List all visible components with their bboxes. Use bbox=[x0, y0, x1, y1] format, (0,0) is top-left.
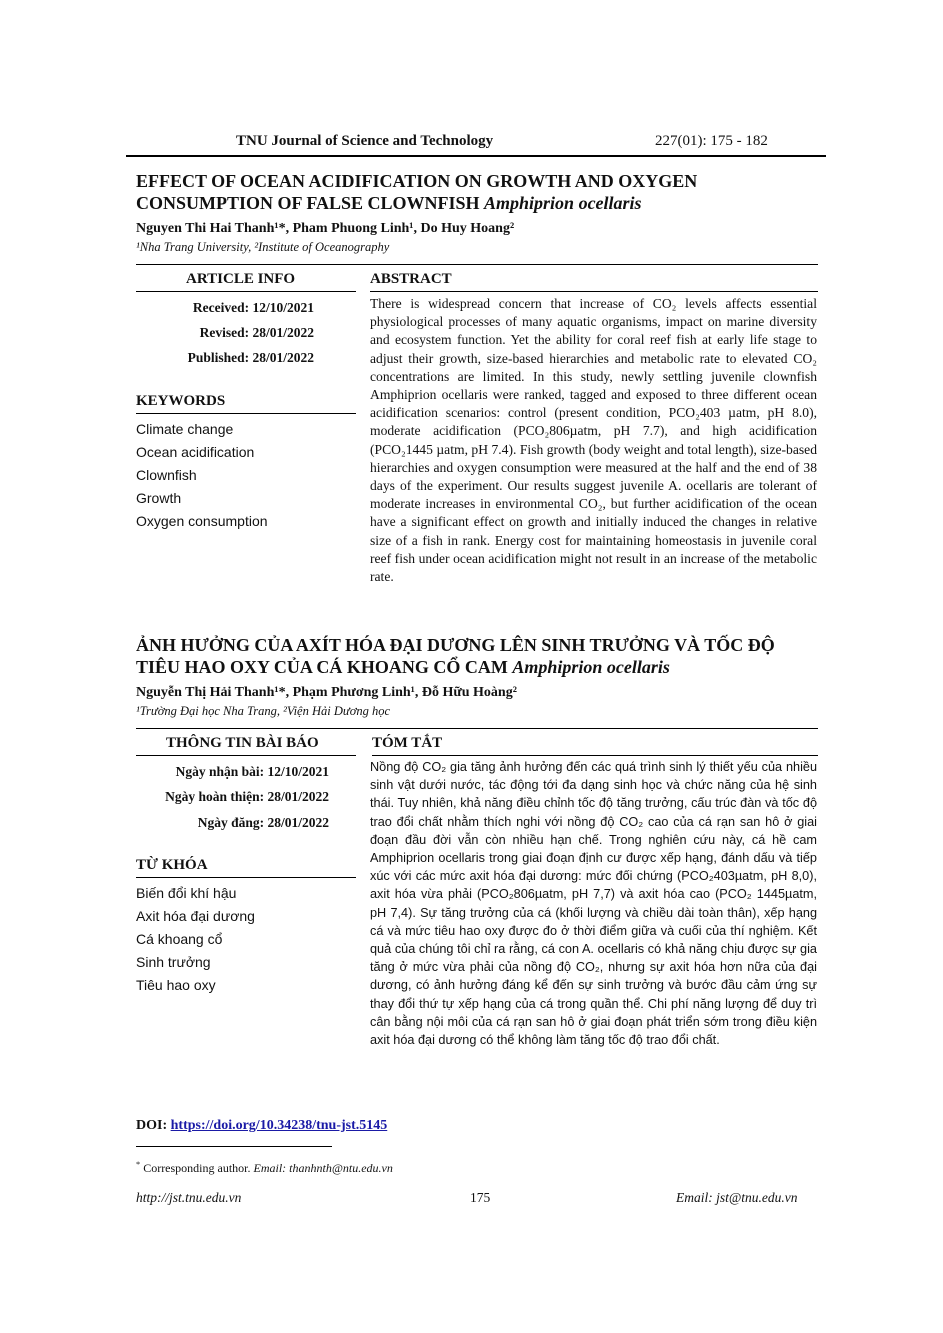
footer-page-number: 175 bbox=[470, 1190, 491, 1205]
english-authors: Nguyen Thi Hai Thanh¹*, Pham Phuong Linh¹, Do Huy Hoang² bbox=[136, 221, 515, 236]
vn-published-date: Ngày đăng: 28/01/2022 bbox=[197, 815, 329, 830]
footer-email[interactable]: Email: jst@tnu.edu.vn bbox=[676, 1190, 798, 1205]
english-title-line1: EFFECT OF OCEAN ACIDIFICATION ON GROWTH AND OXYGEN bbox=[136, 171, 698, 191]
vietnamese-title-species: Amphiprion ocellaris bbox=[512, 657, 670, 677]
vn-keyword-item: Axit hóa đại dương bbox=[136, 908, 255, 924]
vietnamese-authors: Nguyễn Thị Hải Thanh¹*, Phạm Phương Linh¹, Đỗ Hữu Hoàng² bbox=[136, 685, 517, 700]
doi-line bbox=[136, 1118, 387, 1134]
article-info-rule bbox=[136, 291, 356, 292]
footer-url[interactable]: http://jst.tnu.edu.vn bbox=[136, 1190, 242, 1205]
doi-link[interactable]: https://doi.org/10.34238/tnu-jst.5145 bbox=[170, 1118, 388, 1133]
footnote-marker: * bbox=[136, 1160, 141, 1169]
keyword-item: Ocean acidification bbox=[136, 444, 255, 460]
english-title bbox=[136, 170, 826, 214]
received-date: Received: 12/10/2021 bbox=[192, 300, 314, 315]
vn-keyword-item: Cá khoang cổ bbox=[136, 931, 223, 947]
english-title-line2 bbox=[136, 192, 826, 214]
footnote-text: Corresponding author. bbox=[140, 1161, 254, 1175]
article-info-heading: ARTICLE INFO bbox=[186, 271, 296, 287]
vn-abstract-rule bbox=[372, 755, 818, 756]
vietnamese-title-line1: ẢNH HƯỞNG CỦA AXÍT HÓA ĐẠI DƯƠNG LÊN SINH TRƯỞNG VÀ TỐC ĐỘ bbox=[136, 635, 775, 655]
doi-label: DOI: bbox=[136, 1118, 171, 1133]
header-rule bbox=[126, 155, 826, 157]
vn-keywords-rule bbox=[136, 877, 356, 878]
vn-keyword-item: Biến đổi khí hậu bbox=[136, 885, 237, 901]
revised-date: Revised: 28/01/2022 bbox=[199, 325, 314, 340]
published-date: Published: 28/01/2022 bbox=[187, 350, 314, 365]
keyword-item: Clownfish bbox=[136, 467, 197, 483]
vn-keywords-heading: TỪ KHÓA bbox=[136, 857, 208, 873]
vn-article-info-heading: THÔNG TIN BÀI BÁO bbox=[166, 735, 319, 751]
vietnamese-title bbox=[136, 634, 826, 678]
english-top-rule bbox=[136, 264, 818, 265]
journal-name: TNU Journal of Science and Technology bbox=[236, 133, 494, 149]
vn-revised-date: Ngày hoàn thiện: 28/01/2022 bbox=[165, 789, 329, 804]
english-abstract-text: There is widespread concern that increase of CO₂ levels affects essential physiological processes of many aquatic organisms, impact on marine diversity and ecosystem function. Yet the ability for coral reef fish at early life stage to adjust their growth, size-based hierarchies and metabolic rate to elevated CO₂ concentrations are limited. In this study, newly settling juvenile clownfish Amphiprion ocellaris were ranked, tagged and exposed to three different ocean acidification scenarios: control (present condition, PCO₂403 µatm, pH 8.0), moderate acidification (PCO₂806µatm, pH 7.7), and high acidification (PCO₂1445 µatm, pH 7.4). Fish growth (body weight and total length), size-based hierarchies and oxygen consumption were measured at the half and the end of 38 days of the experiment. Our results suggest juvenile A. ocellaris are tolerant of moderate increases in environmental CO₂, but further acidification of the ocean have a significant effect on growth and initially induced the changes in relative size of a fish in rank. Energy cost for maintaining homeostasis in juvenile coral reef fish under ocean acidification might not result in an increase of the metabolic rate. bbox=[370, 296, 817, 585]
vietnamese-title-line2 bbox=[136, 656, 826, 678]
keyword-item: Oxygen consumption bbox=[136, 513, 268, 529]
keywords-rule bbox=[136, 413, 356, 414]
vn-received-date: Ngày nhận bài: 12/10/2021 bbox=[175, 764, 329, 779]
vn-keyword-item: Tiêu hao oxy bbox=[136, 977, 216, 993]
abstract-rule bbox=[370, 291, 818, 292]
keyword-item: Growth bbox=[136, 490, 182, 506]
english-title-species: Amphiprion ocellaris bbox=[484, 193, 642, 213]
page-range: 227(01): 175 - 182 bbox=[655, 133, 768, 149]
keyword-item: Climate change bbox=[136, 421, 234, 437]
vietnamese-top-rule bbox=[136, 728, 818, 729]
footnote-email: Email: thanhnth@ntu.edu.vn bbox=[253, 1161, 393, 1175]
vn-article-info-rule bbox=[136, 755, 356, 756]
vn-abstract-heading: TÓM TẮT bbox=[372, 735, 443, 751]
english-title-line2-text: CONSUMPTION OF FALSE CLOWNFISH bbox=[136, 193, 485, 213]
abstract-heading: ABSTRACT bbox=[370, 271, 452, 287]
vn-keyword-item: Sinh trưởng bbox=[136, 954, 211, 970]
vietnamese-title-line2-text: TIÊU HAO OXY CỦA CÁ KHOANG CỔ CAM bbox=[136, 657, 513, 677]
footnote-rule bbox=[136, 1146, 332, 1147]
vietnamese-affiliations: ¹Trường Đại học Nha Trang, ²Viện Hải Dương học bbox=[136, 704, 391, 718]
vietnamese-abstract-text: Nồng độ CO₂ gia tăng ảnh hưởng đến các quá trình sinh lý thiết yếu của nhiều sinh vật dưới nước, tác động tới đa dạng sinh học và chức năng của hệ sinh thái. Tuy nhiên, khả năng điều chỉnh tốc độ tăng trưởng, cấu trúc đàn và tốc độ trao đổi chất nhằm thích nghi với nồng độ CO₂ cao của cá rạn san hô ở giai đoạn đầu đời vẫn còn nhiều hạn chế. Trong nghiên cứu này, cá hề cam Amphiprion ocellaris trong giai đoạn định cư được xếp hạng, đánh dấu và tiếp xúc với các mức axit hóa đại dương: mức đối chứng (PCO₂403µatm, pH 8,0), axit hóa vừa phải (PCO₂806µatm, pH 7,7) và axit hóa cao (PCO₂ 1445µatm, pH 7,4). Sự tăng trưởng của cá (khối lượng và chiều dài toàn thân), xếp hạng cá và mức tiêu hao oxy được đo ở thời điểm giữa và cuối của thí nghiệm. Kết quả của chúng tôi chỉ ra rằng, cá con A. ocellaris có khả năng chịu được sự gia tăng ở mức vừa phải của nồng độ CO₂, nhưng sự axit hóa hơn nữa của đại dương, có ảnh hưởng đáng kể đến sự sinh trưởng và bước đầu cảm ứng sự thay đổi thứ tự xếp hạng của cá trong quần thể. Chi phí năng lượng để duy trì cân bằng nội môi của cá rạn san hô ở giai đoạn phát triển sớm trong điều kiện axit hóa đại dương có thể không làm tăng tốc độ trao đổi chất. bbox=[370, 760, 817, 1048]
keywords-heading: KEYWORDS bbox=[136, 393, 226, 409]
footnote bbox=[136, 1160, 393, 1176]
english-affiliations: ¹Nha Trang University, ²Institute of Oceanography bbox=[136, 240, 390, 254]
